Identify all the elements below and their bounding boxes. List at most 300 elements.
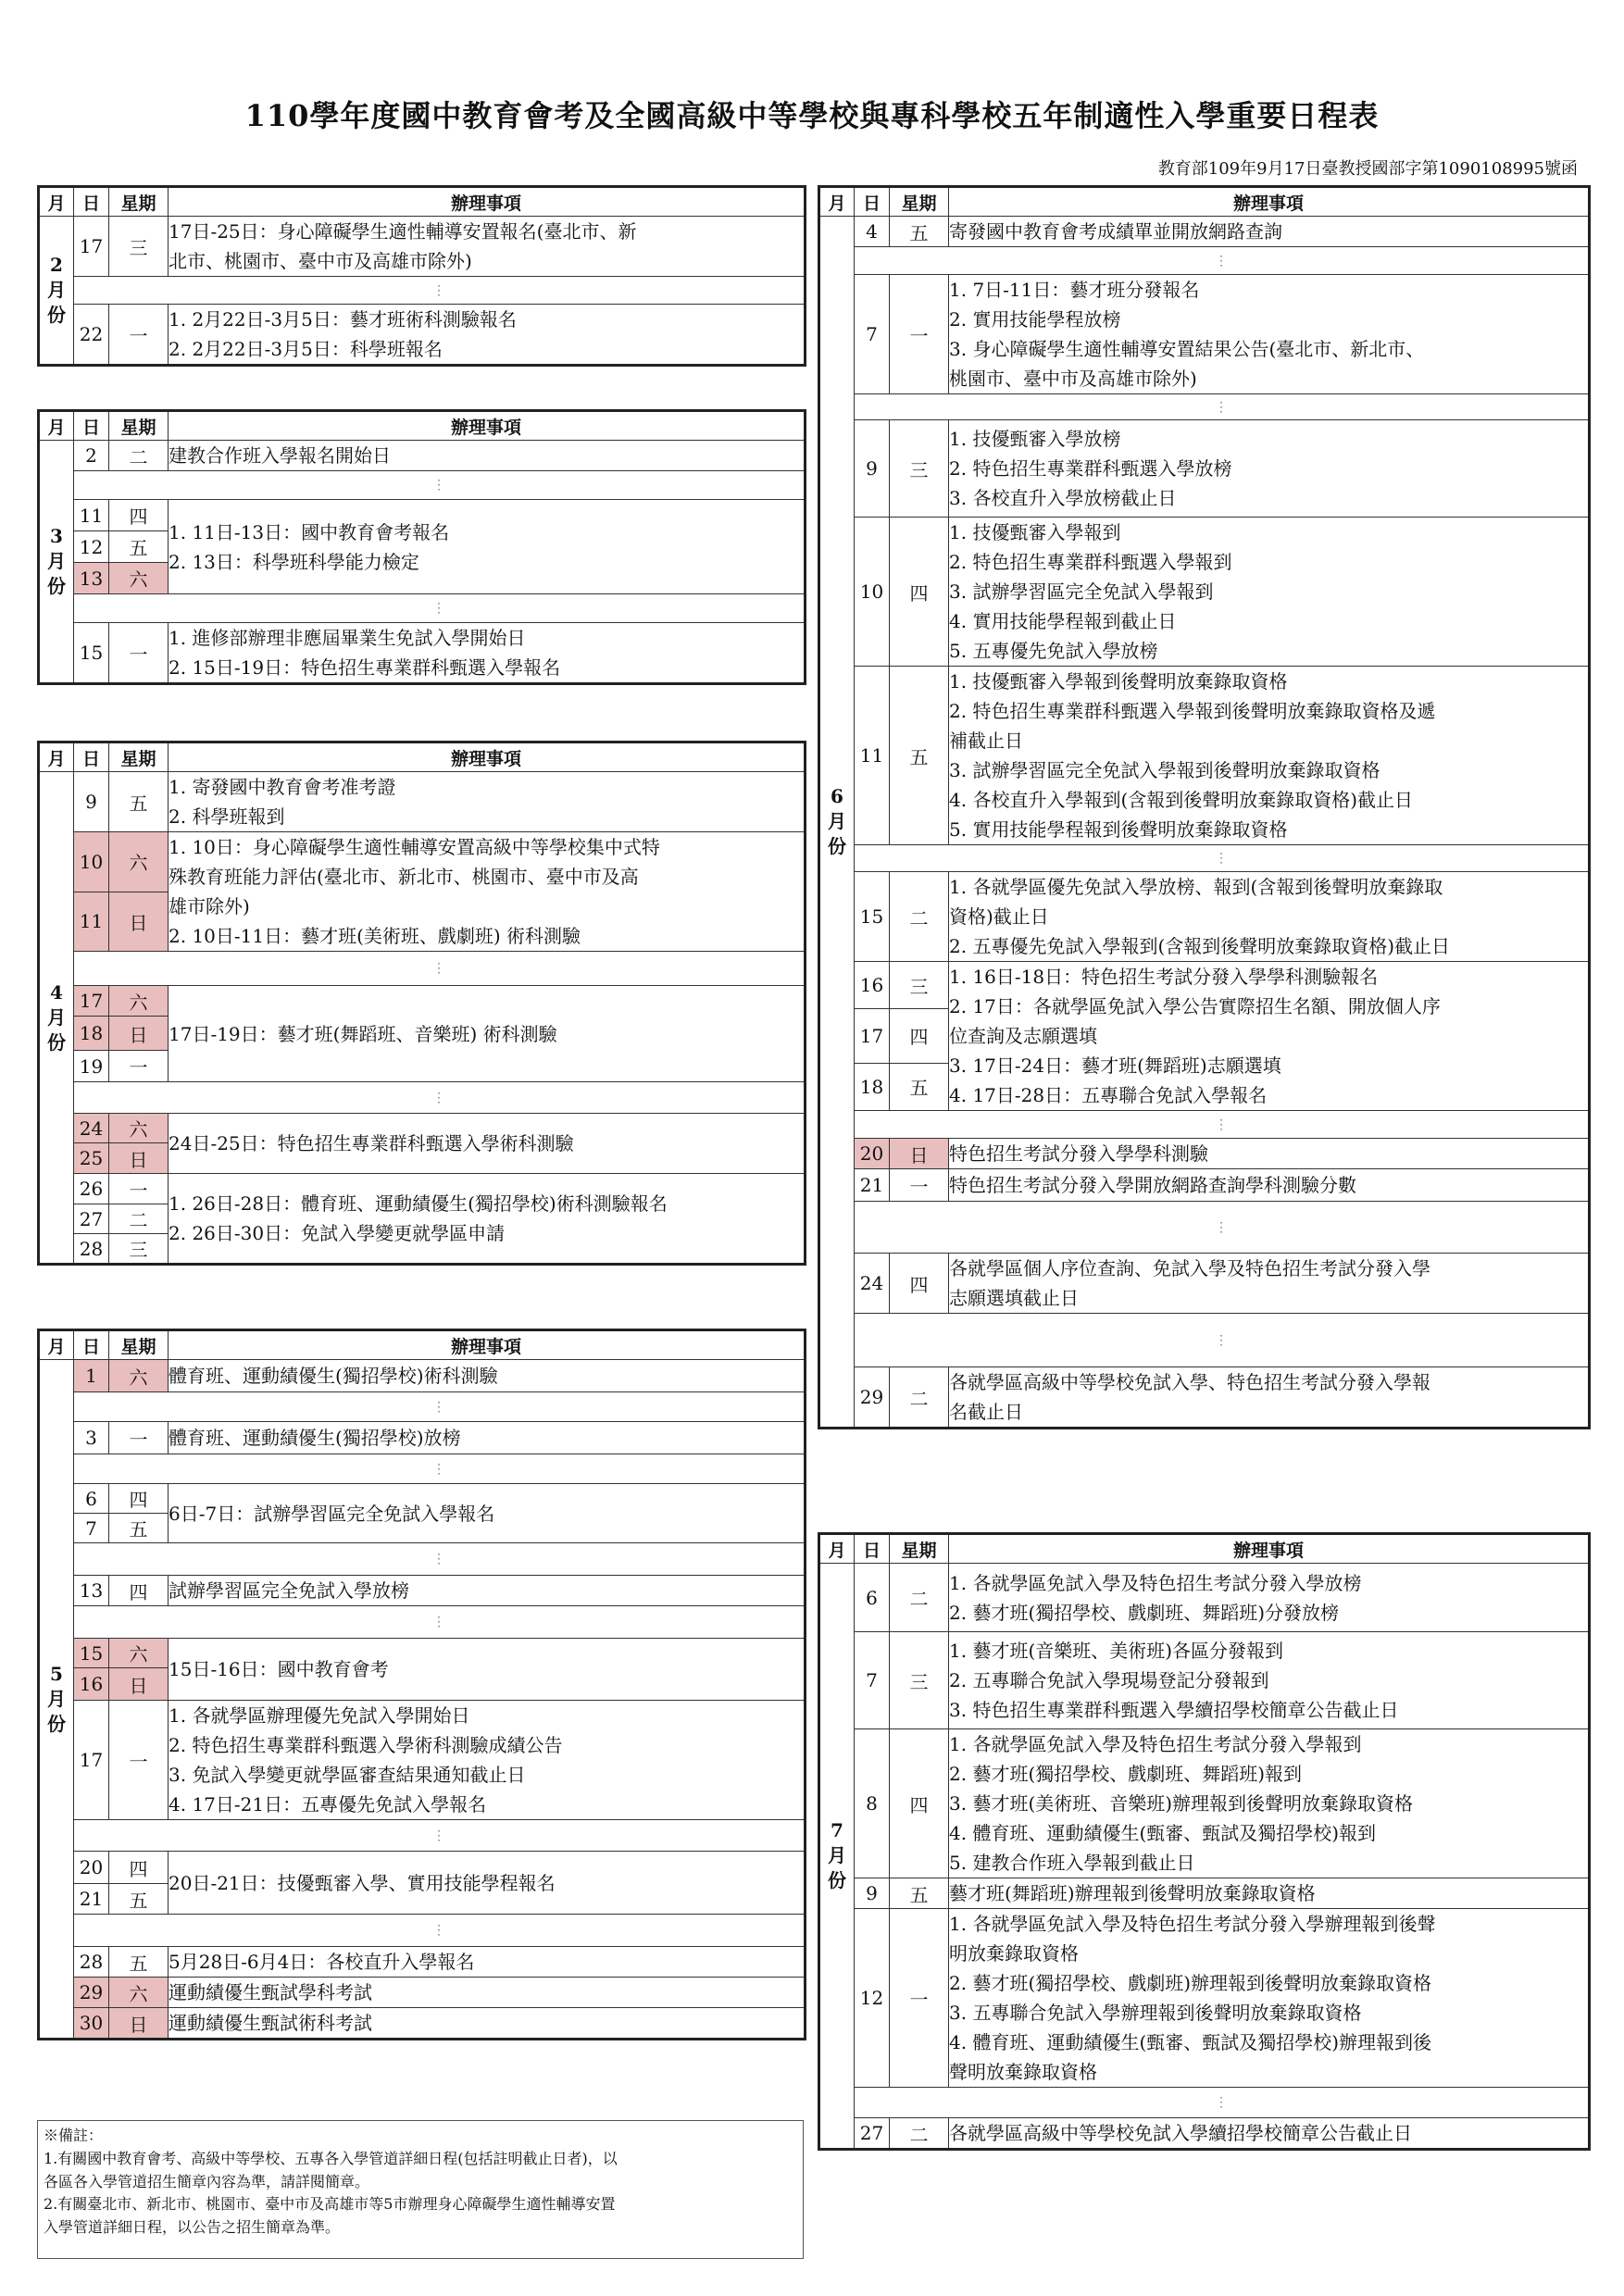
col-header-day: 日	[855, 1534, 890, 1564]
event-line: 17日-19日：藝才班(舞蹈班、音樂班) 術科測驗	[169, 1022, 557, 1045]
event-line: 2. 特色招生專業群科甄選入學報到後聲明放棄錄取資格及遞	[949, 700, 1436, 722]
day-cell: 6	[855, 1564, 890, 1632]
event-line: 2. 10日-11日：藝才班(美術班、戲劇班) 術科測驗	[169, 925, 581, 947]
gap-marker: ⋮	[855, 2088, 1590, 2118]
event-line: 藝才班(舞蹈班)辦理報到後聲明放棄錄取資格	[949, 1882, 1316, 1904]
weekday-cell: 六	[109, 563, 169, 594]
event-line: 建教合作班入學報名開始日	[169, 444, 391, 467]
month-table	[37, 741, 806, 1266]
table-row	[39, 2008, 806, 2040]
day-cell: 17	[74, 1701, 109, 1820]
weekday-cell: 日	[890, 1139, 949, 1169]
table-row	[819, 1909, 1590, 2088]
event-line: 位查詢及志願選填	[949, 1025, 1097, 1047]
weekday-cell: 二	[109, 441, 169, 471]
gap-row	[39, 1543, 806, 1576]
table-row	[39, 1576, 806, 1606]
month-label-char: 3	[50, 525, 63, 547]
day-cell: 12	[855, 1909, 890, 2088]
event-line: 3. 試辦學習區完全免試入學報到後聲明放棄錄取資格	[949, 759, 1380, 781]
day-cell: 22	[74, 305, 109, 366]
gap-row	[39, 1392, 806, 1422]
event-cell	[169, 1484, 806, 1543]
col-header-weekday: 星期	[890, 1534, 949, 1564]
day-cell: 17	[74, 986, 109, 1017]
weekday-cell: 一	[109, 305, 169, 366]
event-cell	[949, 1909, 1590, 2088]
event-line: 2. 藝才班(獨招學校、戲劇班、舞蹈班)報到	[949, 1763, 1303, 1785]
weekday-cell: 日	[109, 1017, 169, 1051]
day-cell: 13	[74, 563, 109, 594]
col-header-event: 辦理事項	[169, 187, 806, 217]
event-line: 1. 技優甄審入學報到	[949, 521, 1121, 543]
day-cell: 19	[74, 1051, 109, 1082]
event-line: 3. 各校直升入學放榜截止日	[949, 487, 1177, 509]
event-cell	[169, 1947, 806, 1978]
day-cell: 7	[74, 1514, 109, 1543]
table-row	[819, 1169, 1590, 1202]
day-cell: 9	[74, 772, 109, 832]
col-header-month: 月	[39, 411, 74, 441]
weekday-cell: 二	[890, 1564, 949, 1632]
event-cell	[169, 1360, 806, 1392]
weekday-cell: 四	[890, 1254, 949, 1314]
weekday-cell: 四	[890, 1009, 949, 1063]
gap-row	[39, 277, 806, 305]
event-line: 3. 五專聯合免試入學辦理報到後聲明放棄錄取資格	[949, 2002, 1362, 2024]
weekday-cell: 一	[109, 1422, 169, 1454]
month-label-char: 月	[47, 1005, 66, 1029]
day-cell: 15	[74, 623, 109, 684]
month-label-char: 5	[50, 1662, 63, 1685]
event-cell	[169, 441, 806, 471]
month-table	[818, 185, 1591, 1429]
event-line: 1. 各就學區辦理優先免試入學開始日	[169, 1704, 470, 1727]
note-line: 各區各入學管道招生簡章內容為準，請詳閱簡章。	[44, 2172, 370, 2190]
event-line: 2. 13日：科學班科學能力檢定	[169, 550, 419, 573]
weekday-cell: 五	[890, 667, 949, 845]
table-row	[819, 1139, 1590, 1169]
event-line: 1. 各就學區優先免試入學放榜、報到(含報到後聲明放棄錄取	[949, 876, 1443, 898]
weekday-cell: 日	[109, 1143, 169, 1174]
weekday-cell: 二	[109, 1204, 169, 1234]
table-row	[819, 1632, 1590, 1729]
gap-marker: ⋮	[855, 1111, 1590, 1139]
weekday-cell: 五	[109, 1884, 169, 1915]
event-line: 桃園市、臺中市及高雄市除外)	[949, 368, 1197, 390]
event-line: 運動績優生甄試術科考試	[169, 2012, 372, 2034]
weekday-cell: 日	[109, 2008, 169, 2040]
gap-row	[39, 952, 806, 986]
table-row	[39, 986, 806, 1017]
month-label	[819, 1564, 855, 2150]
month-label-char: 份	[828, 1869, 846, 1891]
gap-marker: ⋮	[74, 1543, 806, 1576]
table-row	[39, 772, 806, 832]
day-cell: 21	[855, 1169, 890, 1202]
table-row	[819, 962, 1590, 1009]
table-row	[39, 1701, 806, 1820]
event-cell	[949, 1367, 1590, 1429]
day-cell: 17	[74, 217, 109, 277]
event-cell	[169, 1422, 806, 1454]
weekday-cell: 五	[109, 772, 169, 832]
event-line: 1. 寄發國中教育會考准考證	[169, 776, 396, 798]
month-label-char: 份	[47, 575, 66, 597]
event-line: 各就學區高級中等學校免試入學、特色招生考試分發入學報	[949, 1371, 1430, 1393]
event-line: 2. 特色招生專業群科甄選入學報到	[949, 551, 1232, 573]
event-cell	[949, 518, 1590, 667]
event-line: 殊教育班能力評估(臺北市、新北市、桃園市、臺中市及高	[169, 866, 639, 888]
weekday-cell: 三	[109, 1234, 169, 1265]
note-line: 1.有關國中教育會考、高級中等學校、五專各入學管道詳細日程(包括註明截止日者)，以	[44, 2149, 618, 2167]
col-header-event: 辦理事項	[169, 411, 806, 441]
weekday-cell: 六	[109, 986, 169, 1017]
day-cell: 28	[74, 1947, 109, 1978]
table-row	[39, 1852, 806, 1884]
event-line: 1. 技優甄審入學報到後聲明放棄錄取資格	[949, 670, 1288, 693]
table-row	[39, 1947, 806, 1978]
weekday-cell: 日	[109, 1668, 169, 1701]
gap-row	[819, 1314, 1590, 1367]
month-table	[37, 1329, 806, 2040]
month-label-char: 6	[831, 785, 843, 807]
day-cell: 8	[855, 1729, 890, 1878]
day-cell: 2	[74, 441, 109, 471]
table-row	[39, 1422, 806, 1454]
event-line: 特色招生考試分發入學開放網路查詢學科測驗分數	[949, 1174, 1356, 1196]
col-header-month: 月	[39, 187, 74, 217]
event-cell	[949, 962, 1590, 1111]
col-header-month: 月	[819, 1534, 855, 1564]
event-line: 2. 17日：各就學區免試入學公告實際招生名額、開放個人序	[949, 995, 1441, 1017]
event-line: 1. 各就學區免試入學及特色招生考試分發入學報到	[949, 1733, 1362, 1755]
notes-box	[37, 2120, 804, 2259]
col-header-day: 日	[855, 187, 890, 217]
day-cell: 20	[74, 1852, 109, 1884]
weekday-cell: 一	[109, 1174, 169, 1204]
weekday-cell: 二	[890, 872, 949, 962]
month-table	[37, 185, 806, 367]
gap-row	[819, 1202, 1590, 1254]
event-cell	[949, 217, 1590, 247]
table-row	[819, 872, 1590, 962]
table-row	[819, 667, 1590, 845]
weekday-cell: 六	[109, 1639, 169, 1668]
gap-marker: ⋮	[74, 1454, 806, 1484]
day-cell: 28	[74, 1234, 109, 1265]
weekday-cell: 四	[109, 1852, 169, 1884]
event-line: 3. 特色招生專業群科甄選入學續招學校簡章公告截止日	[949, 1699, 1399, 1721]
col-header-month: 月	[819, 187, 855, 217]
gap-marker: ⋮	[855, 845, 1590, 872]
event-line: 2. 科學班報到	[169, 805, 285, 828]
month-label-char: 份	[47, 1712, 66, 1735]
table-row	[39, 1360, 806, 1392]
weekday-cell: 三	[890, 1632, 949, 1729]
event-cell	[169, 1114, 806, 1174]
event-line: 3. 身心障礙學生適性輔導安置結果公告(臺北市、新北市、	[949, 338, 1425, 360]
event-line: 1. 2月22日-3月5日：藝才班術科測驗報名	[169, 308, 517, 331]
event-line: 3. 17日-24日：藝才班(舞蹈班)志願選填	[949, 1054, 1281, 1077]
day-cell: 10	[855, 518, 890, 667]
day-cell: 4	[855, 217, 890, 247]
weekday-cell: 二	[890, 2118, 949, 2150]
gap-marker: ⋮	[74, 277, 806, 305]
table-row	[819, 275, 1590, 394]
event-cell	[169, 1978, 806, 2008]
col-header-day: 日	[74, 1330, 109, 1360]
gap-row	[819, 2088, 1590, 2118]
table-row	[39, 500, 806, 531]
event-cell	[949, 1139, 1590, 1169]
month-label-char: 份	[828, 835, 846, 857]
event-line: 2. 2月22日-3月5日：科學班報名	[169, 338, 443, 360]
weekday-cell: 五	[109, 1514, 169, 1543]
gap-row	[819, 394, 1590, 420]
gap-marker: ⋮	[855, 247, 1590, 275]
notes-heading: ※備註：	[44, 2127, 104, 2144]
col-header-month: 月	[39, 1330, 74, 1360]
gap-marker: ⋮	[74, 471, 806, 500]
day-cell: 30	[74, 2008, 109, 2040]
day-cell: 16	[855, 962, 890, 1009]
col-header-event: 辦理事項	[169, 742, 806, 772]
event-line: 3. 藝才班(美術班、音樂班)辦理報到後聲明放棄錄取資格	[949, 1792, 1414, 1815]
month-label-char: 月	[828, 810, 846, 832]
weekday-cell: 三	[890, 962, 949, 1009]
event-line: 5. 五專優先免試入學放榜	[949, 640, 1158, 662]
month-label-char: 4	[50, 980, 63, 1004]
gap-row	[819, 247, 1590, 275]
gap-marker: ⋮	[74, 1915, 806, 1947]
day-cell: 24	[855, 1254, 890, 1314]
gap-row	[39, 1820, 806, 1852]
month-label-char: 月	[47, 1687, 66, 1710]
table-row	[819, 518, 1590, 667]
event-line: 4. 體育班、運動績優生(甄審、甄試及獨招學校)報到	[949, 1822, 1377, 1844]
gap-marker: ⋮	[74, 1820, 806, 1852]
gap-marker: ⋮	[74, 952, 806, 986]
month-table	[37, 409, 806, 685]
event-line: 聲明放棄錄取資格	[949, 2061, 1097, 2083]
gap-row	[39, 1454, 806, 1484]
note-line: 入學管道詳細日程，以公告之招生簡章為準。	[44, 2218, 341, 2237]
page-title: 110學年度國中教育會考及全國高級中等學校與專科學校五年制適性入學重要日程表	[244, 98, 1380, 133]
weekday-cell: 一	[109, 1051, 169, 1082]
event-line: 1. 10日：身心障礙學生適性輔導安置高級中等學校集中式特	[169, 836, 660, 858]
note-line: 2.有關臺北市、新北市、桃園市、臺中市及高雄市等5市辦理身心障礙學生適性輔導安置	[44, 2195, 616, 2214]
event-cell	[949, 1564, 1590, 1632]
weekday-cell: 五	[890, 1878, 949, 1909]
event-line: 5月28日-6月4日：各校直升入學報名	[169, 1951, 475, 1973]
event-line: 4. 17日-28日：五專聯合免試入學報名	[949, 1084, 1268, 1106]
table-row	[39, 1114, 806, 1143]
table-row	[39, 217, 806, 277]
gap-marker: ⋮	[855, 394, 1590, 420]
event-cell	[169, 1639, 806, 1701]
event-cell	[169, 500, 806, 594]
event-line: 17日-25日：身心障礙學生適性輔導安置報名(臺北市、新	[169, 220, 637, 243]
table-row	[819, 2118, 1590, 2150]
month-table	[818, 1532, 1591, 2151]
event-line: 5. 建教合作班入學報到截止日	[949, 1852, 1195, 1874]
day-cell: 11	[74, 500, 109, 531]
col-header-day: 日	[74, 187, 109, 217]
event-line: 2. 五專優先免試入學報到(含報到後聲明放棄錄取資格)截止日	[949, 935, 1451, 957]
col-header-weekday: 星期	[890, 187, 949, 217]
month-label-char: 份	[47, 304, 66, 326]
col-header-weekday: 星期	[109, 411, 169, 441]
event-line: 試辦學習區完全免試入學放榜	[169, 1579, 409, 1602]
day-cell: 16	[74, 1668, 109, 1701]
col-header-event: 辦理事項	[169, 1330, 806, 1360]
col-header-weekday: 星期	[109, 187, 169, 217]
event-cell	[949, 2118, 1590, 2150]
day-cell: 9	[855, 1878, 890, 1909]
col-header-day: 日	[74, 411, 109, 441]
event-line: 1. 各就學區免試入學及特色招生考試分發入學放榜	[949, 1571, 1362, 1594]
event-line: 各就學區個人序位查詢、免試入學及特色招生考試分發入學	[949, 1257, 1430, 1279]
weekday-cell: 一	[109, 623, 169, 684]
month-label-char: 月	[47, 279, 66, 301]
day-cell: 25	[74, 1143, 109, 1174]
table-row	[39, 305, 806, 366]
day-cell: 7	[855, 275, 890, 394]
month-label	[39, 1360, 74, 2040]
month-label	[39, 217, 74, 366]
event-line: 雄市除外)	[169, 895, 250, 917]
month-label-char: 7	[831, 1819, 843, 1841]
weekday-cell: 三	[109, 217, 169, 277]
weekday-cell: 三	[890, 420, 949, 518]
col-header-month: 月	[39, 742, 74, 772]
event-line: 2. 實用技能學程放榜	[949, 308, 1121, 331]
weekday-cell: 五	[109, 1947, 169, 1978]
col-header-event: 辦理事項	[949, 187, 1590, 217]
weekday-cell: 四	[109, 1484, 169, 1514]
col-header-event: 辦理事項	[949, 1534, 1590, 1564]
table-row	[39, 623, 806, 684]
event-line: 體育班、運動績優生(獨招學校)術科測驗	[169, 1365, 498, 1387]
gap-marker: ⋮	[74, 594, 806, 623]
day-cell: 9	[855, 420, 890, 518]
event-line: 2. 特色招生專業群科甄選入學放榜	[949, 457, 1232, 480]
day-cell: 20	[855, 1139, 890, 1169]
table-row	[39, 441, 806, 471]
weekday-cell: 五	[890, 217, 949, 247]
event-line: 20日-21日：技優甄審入學、實用技能學程報名	[169, 1871, 556, 1894]
weekday-cell: 一	[109, 1701, 169, 1820]
event-line: 各就學區高級中等學校免試入學續招學校簡章公告截止日	[949, 2122, 1412, 2144]
event-line: 志願選填截止日	[949, 1287, 1079, 1309]
table-row	[819, 1367, 1590, 1429]
gap-row	[39, 594, 806, 623]
table-row	[819, 217, 1590, 247]
gap-marker: ⋮	[74, 1392, 806, 1422]
weekday-cell: 六	[109, 1360, 169, 1392]
day-cell: 26	[74, 1174, 109, 1204]
day-cell: 12	[74, 531, 109, 563]
event-cell	[169, 1852, 806, 1915]
event-line: 2. 26日-30日：免試入學變更就學區申請	[169, 1222, 506, 1244]
gap-row	[39, 1606, 806, 1639]
event-line: 1. 11日-13日：國中教育會考報名	[169, 520, 450, 543]
weekday-cell: 日	[109, 892, 169, 952]
month-label	[39, 772, 74, 1265]
event-line: 6日-7日：試辦學習區完全免試入學報名	[169, 1502, 495, 1525]
event-cell	[949, 1254, 1590, 1314]
table-row	[819, 1729, 1590, 1878]
event-line: 1. 7日-11日：藝才班分發報名	[949, 279, 1200, 301]
table-row	[819, 1254, 1590, 1314]
event-line: 3. 試辦學習區完全免試入學報到	[949, 580, 1214, 603]
event-line: 5. 實用技能學程報到後聲明放棄錄取資格	[949, 818, 1288, 841]
event-cell	[169, 1174, 806, 1265]
event-cell	[169, 772, 806, 832]
event-line: 特色招生考試分發入學學科測驗	[949, 1142, 1208, 1165]
event-line: 體育班、運動績優生(獨招學校)放榜	[169, 1427, 461, 1449]
event-line: 2. 藝才班(獨招學校、戲劇班)辦理報到後聲明放棄錄取資格	[949, 1972, 1432, 1994]
event-line: 2. 15日-19日：特色招生專業群科甄選入學報名	[169, 656, 561, 679]
event-line: 1. 26日-28日：體育班、運動績優生(獨招學校)術科測驗報名	[169, 1192, 668, 1215]
day-cell: 21	[74, 1884, 109, 1915]
day-cell: 1	[74, 1360, 109, 1392]
weekday-cell: 六	[109, 1978, 169, 2008]
weekday-cell: 一	[890, 1909, 949, 2088]
event-cell	[949, 1169, 1590, 1202]
day-cell: 3	[74, 1422, 109, 1454]
table-row	[39, 1978, 806, 2008]
day-cell: 18	[74, 1017, 109, 1051]
table-row	[39, 1639, 806, 1668]
event-line: 1. 16日-18日：特色招生考試分發入學學科測驗報名	[949, 966, 1379, 988]
day-cell: 27	[74, 1204, 109, 1234]
event-line: 2. 藝才班(獨招學校、戲劇班、舞蹈班)分發放榜	[949, 1601, 1340, 1624]
day-cell: 11	[855, 667, 890, 845]
event-line: 3. 免試入學變更就學區審查結果通知截止日	[169, 1764, 526, 1786]
day-cell: 29	[74, 1978, 109, 2008]
event-line: 4. 各校直升入學報到(含報到後聲明放棄錄取資格)截止日	[949, 789, 1414, 811]
month-label-char: 份	[47, 1030, 66, 1054]
event-cell	[169, 832, 806, 952]
month-label-char: 2	[50, 254, 63, 276]
event-line: 明放棄錄取資格	[949, 1942, 1079, 1965]
day-cell: 24	[74, 1114, 109, 1143]
document-number: 教育部109年9月17日臺教授國部字第1090108995號函	[1157, 159, 1578, 179]
event-line: 資格)截止日	[949, 905, 1049, 928]
event-line: 1. 各就學區免試入學及特色招生考試分發入學辦理報到後聲	[949, 1913, 1436, 1935]
day-cell: 11	[74, 892, 109, 952]
month-label	[819, 217, 855, 1429]
gap-marker: ⋮	[74, 1606, 806, 1639]
event-cell	[169, 217, 806, 277]
gap-marker: ⋮	[855, 1202, 1590, 1254]
gap-row	[39, 1082, 806, 1114]
table-row	[39, 832, 806, 892]
weekday-cell: 四	[109, 500, 169, 531]
event-cell	[169, 1701, 806, 1820]
table-row	[39, 1174, 806, 1204]
event-line: 2. 五專聯合免試入學現場登記分發報到	[949, 1669, 1269, 1691]
col-header-weekday: 星期	[109, 1330, 169, 1360]
weekday-cell: 五	[890, 1063, 949, 1110]
gap-marker: ⋮	[74, 1082, 806, 1114]
day-cell: 18	[855, 1063, 890, 1110]
weekday-cell: 一	[890, 275, 949, 394]
event-line: 北市、桃園市、臺中市及高雄市除外)	[169, 250, 472, 272]
table-row	[819, 1878, 1590, 1909]
